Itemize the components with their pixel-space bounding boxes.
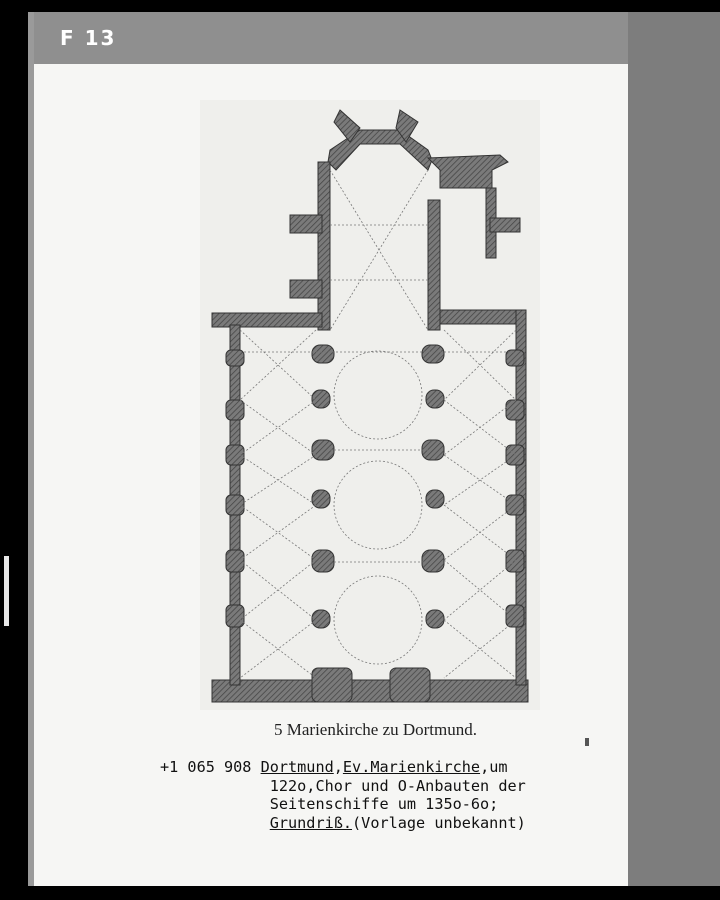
record-line2: 122o,Chor und O-Anbauten der xyxy=(269,776,526,795)
plate-caption: 5 Marienkirche zu Dortmund. xyxy=(274,720,477,739)
card-code: F 13 xyxy=(60,26,117,50)
record-type: Grundriß. xyxy=(269,813,353,832)
film-speck xyxy=(585,738,589,746)
building-name: Ev.Marienkirche xyxy=(342,758,481,776)
place-name: Dortmund xyxy=(260,758,334,776)
floor-plan-drawing xyxy=(200,100,540,710)
record-source-note: (Vorlage unbekannt) xyxy=(352,813,526,832)
film-frame-top xyxy=(28,12,720,64)
record-line1-rest: um xyxy=(489,758,508,776)
film-frame-right xyxy=(628,12,720,886)
catalog-record: +1 065 908 Dortmund,Ev.Marienkirche,um 122o,Chor und O-Anbauten der Seitenschiffe um 135o-6o; Grundriß.(Vorlage unbekannt) xyxy=(160,758,526,832)
film-edge-mark xyxy=(4,556,9,626)
inventory-number: +1 065 908 xyxy=(160,758,252,776)
record-line3: Seitenschiffe um 135o-6o; xyxy=(269,795,499,813)
